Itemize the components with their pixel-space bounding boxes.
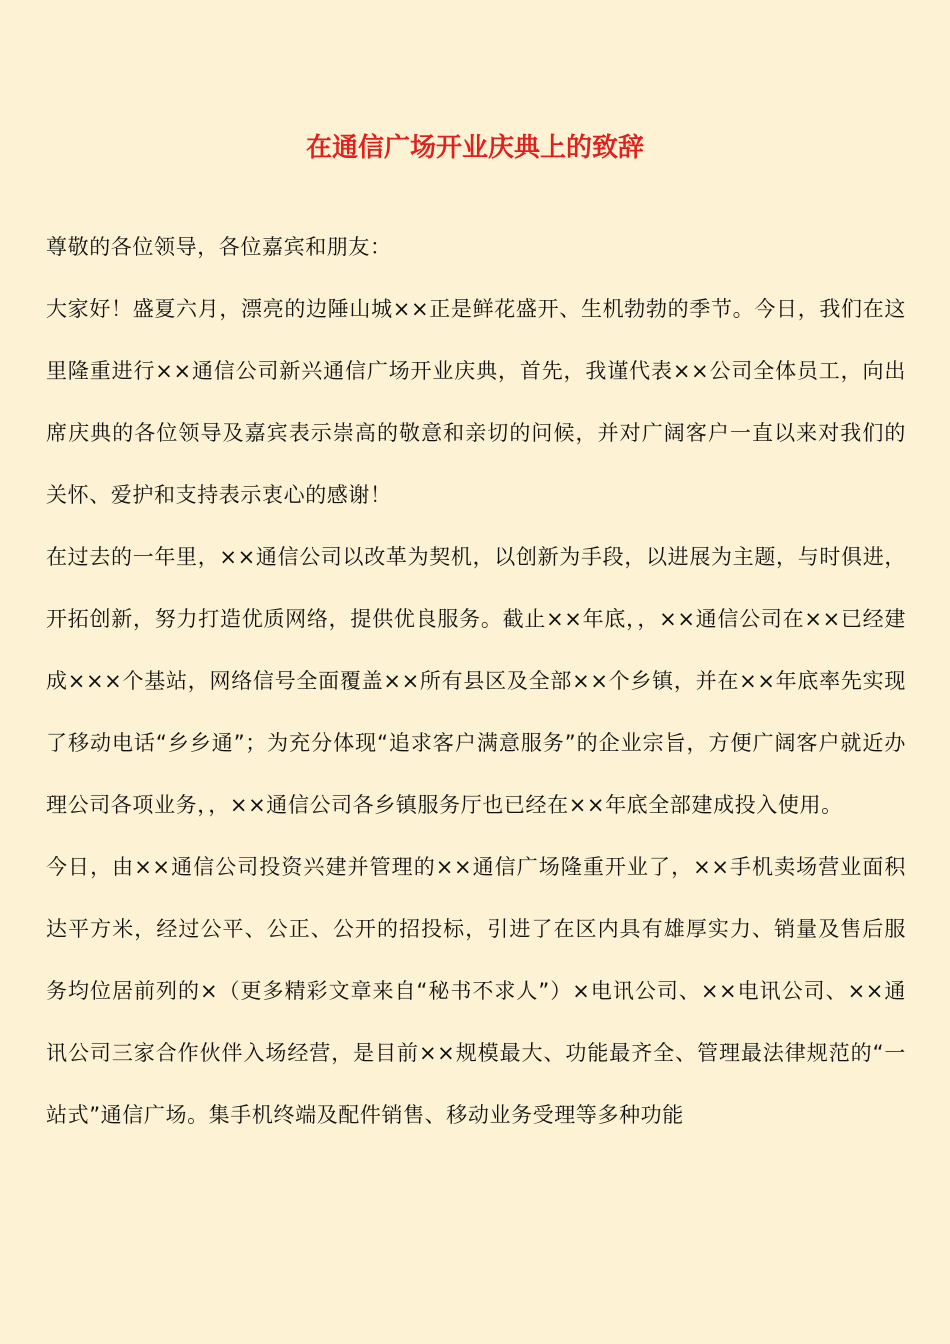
paragraph-greeting: 大家好！盛夏六月，漂亮的边陲山城××正是鲜花盛开、生机勃勃的季节。今日，我们在这里隆重进行××通信公司新兴通信广场开业庆典，首先，我谨代表××公司全体员工，向出席庆典的各位领导及嘉宾表示崇高的敬意和亲切的问候，并对广阔客户一直以来对我们的关怀、爱护和支持表示衷心的感谢！ (46, 297, 906, 507)
document-body (46, 216, 906, 1146)
salutation: 尊敬的各位领导，各位嘉宾和朋友： (46, 235, 392, 259)
paragraph-opening: 今日，由××通信公司投资兴建并管理的××通信广场隆重开业了，××手机卖场营业面积达平方米，经过公平、公正、公开的招投标，引进了在区内具有雄厚实力、销量及售后服务均位居前列的×（更多精彩文章来自“秘书不求人”）×电讯公司、××电讯公司、××通讯公司三家合作伙伴入场经营，是目前××规模最大、功能最齐全、管理最法律规范的“一站式”通信广场。集手机终端及配件销售、移动业务受理等多种功能 (46, 855, 906, 1127)
paragraph-past-year: 在过去的一年里，××通信公司以改革为契机，以创新为手段，以进展为主题，与时俱进，开拓创新，努力打造优质网络，提供优良服务。截止××年底，，××通信公司在××已经建成×××个基站，网络信号全面覆盖××所有县区及全部××个乡镇，并在××年底率先实现了移动电话“乡乡通”；为充分体现“追求客户满意服务”的企业宗旨，方便广阔客户就近办理公司各项业务，，××通信公司各乡镇服务厅也已经在××年底全部建成投入使用。 (46, 545, 906, 817)
document-title: 在通信广场开业庆典上的致辞 (305, 133, 644, 163)
